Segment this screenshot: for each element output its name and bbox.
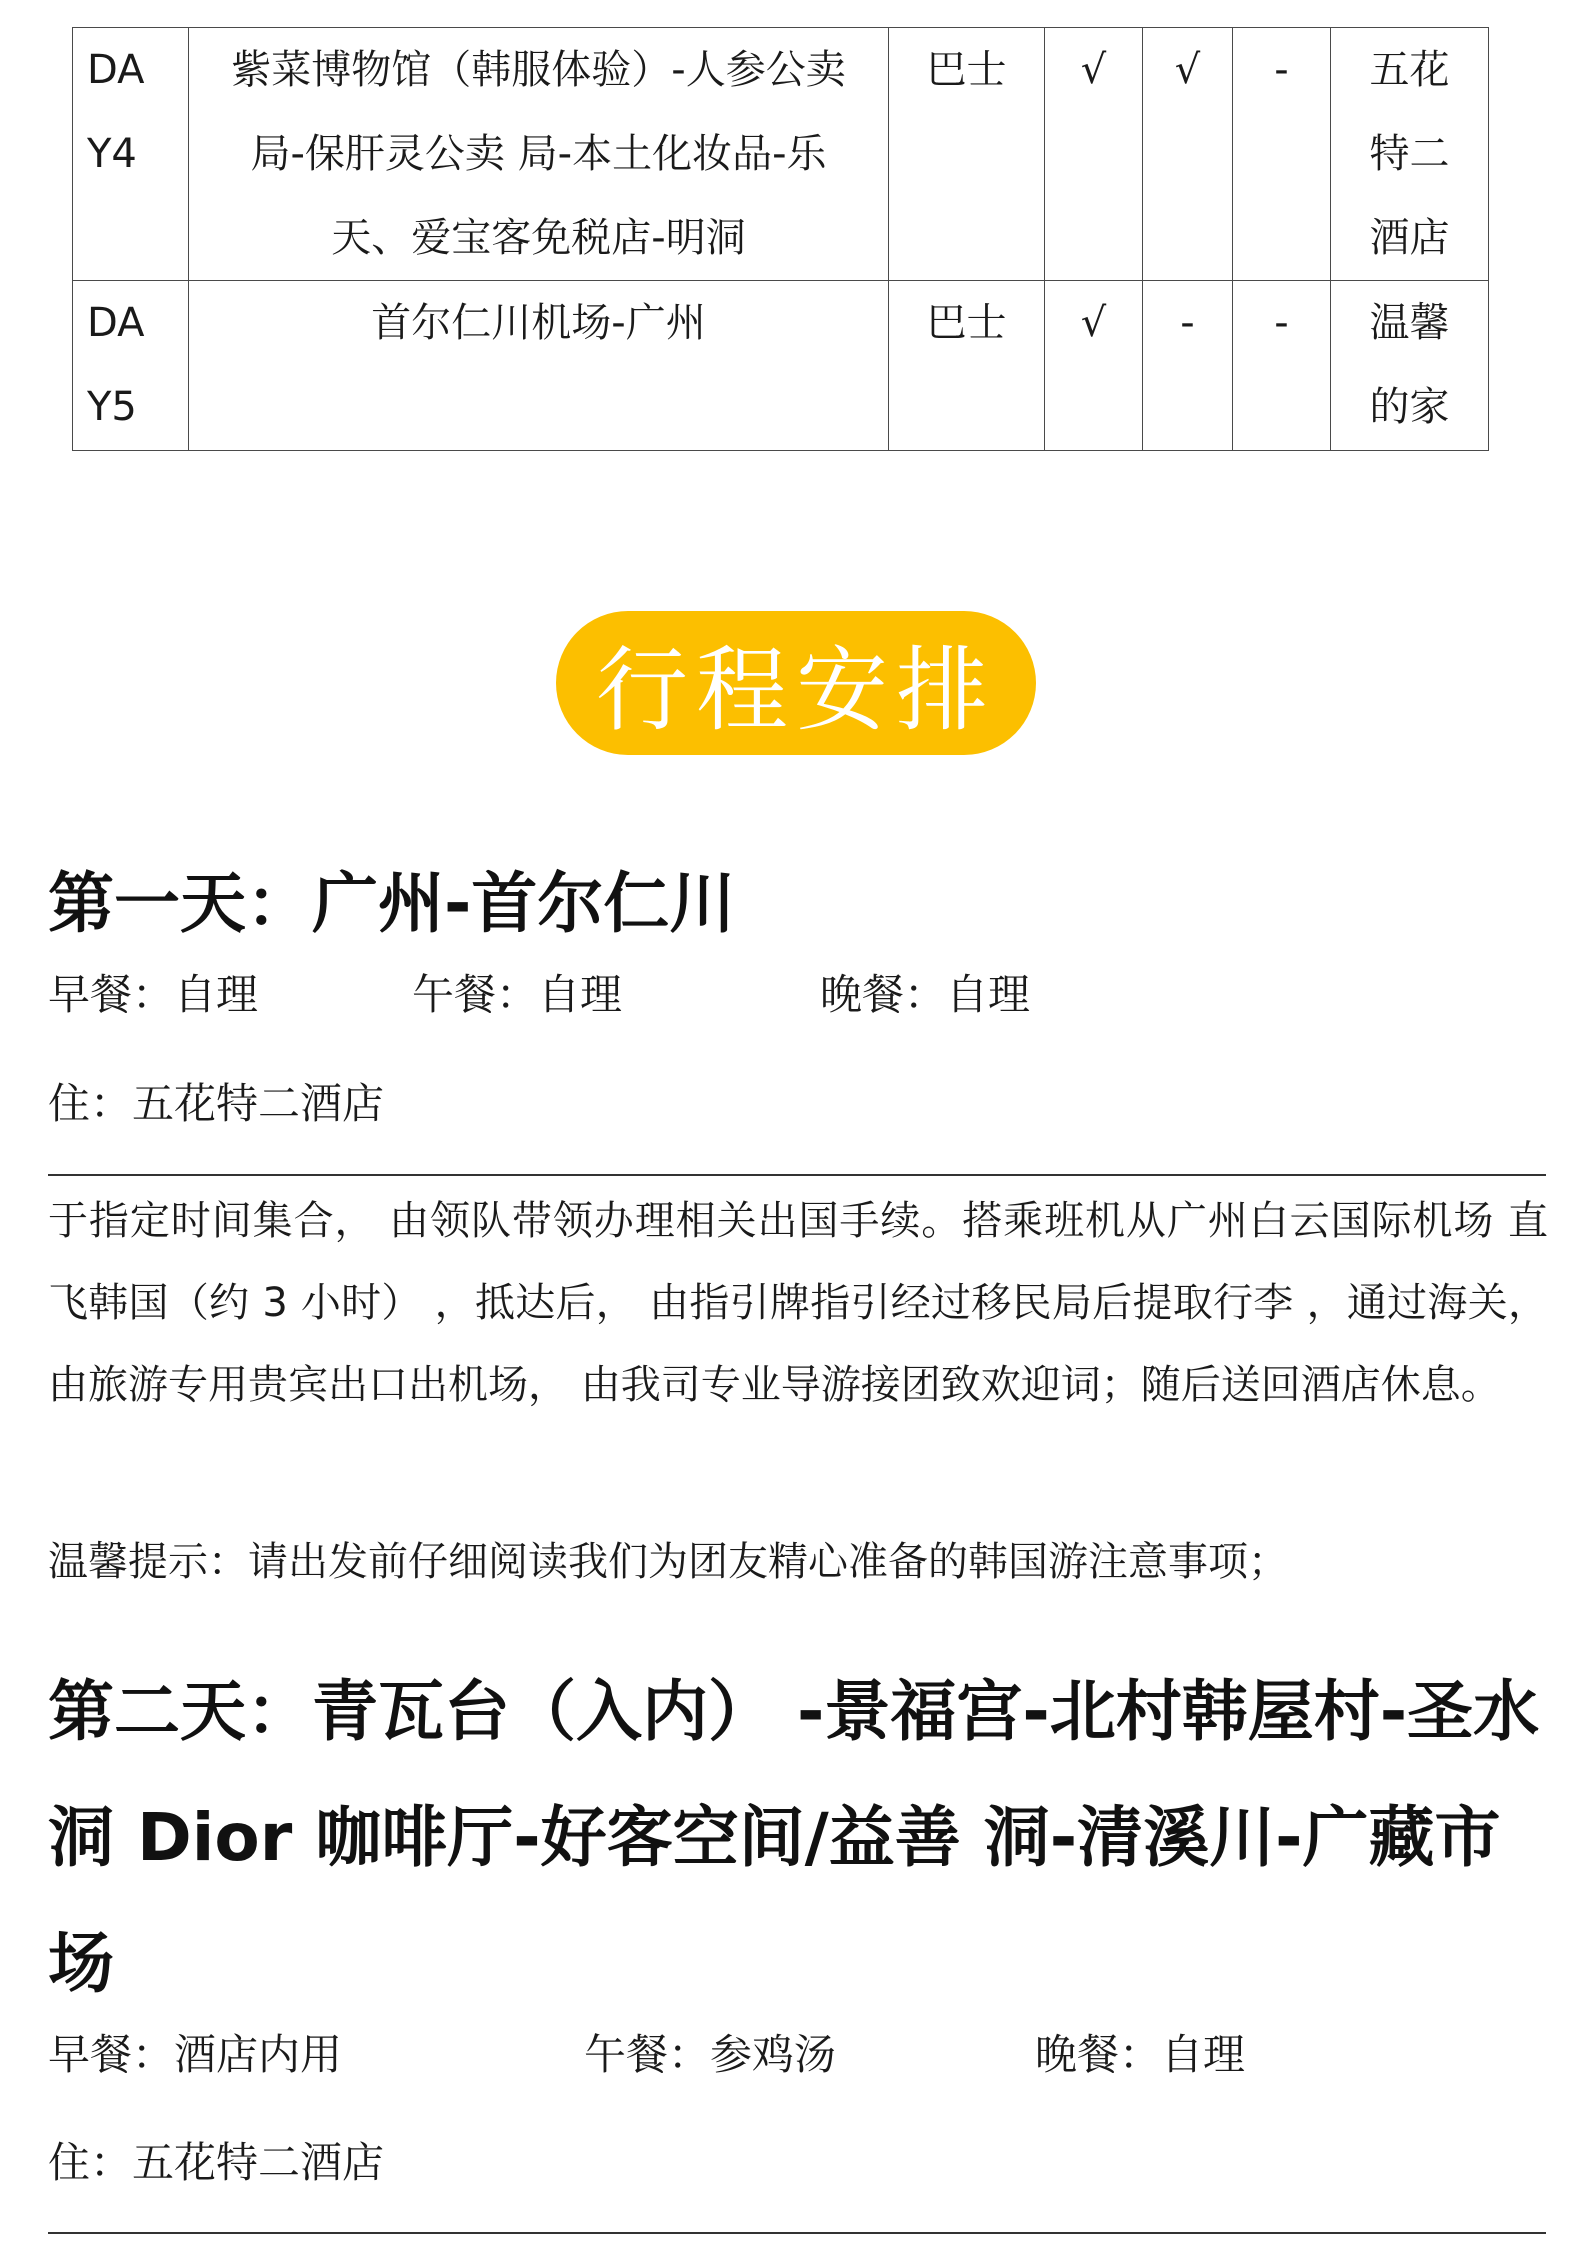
itinerary-table xyxy=(72,27,1489,451)
day2-heading: 第二天：青瓦台（入内） -景福宫-北村韩屋村-圣水 洞 Dior 咖啡厅-好客空间/益善 洞-清溪川-广藏市 场 xyxy=(48,1673,1540,2002)
route-cell: 紫菜博物馆（韩服体验）-人参公卖 局-保肝灵公卖 局-本土化妆品-乐 天、爱宝客免税店-明洞 xyxy=(189,28,889,281)
table-row xyxy=(73,281,1489,451)
day1-breakfast: 早餐：自理 xyxy=(48,970,259,1019)
divider xyxy=(48,1174,1546,1176)
hotel-cell: 温馨 的家 xyxy=(1331,281,1489,451)
day1-accommodation: 住：五花特二酒店 xyxy=(48,1079,385,1128)
day1-heading: 第一天：广州-首尔仁川 xyxy=(48,865,736,942)
hotel-cell: 五花 特二 酒店 xyxy=(1331,28,1489,281)
dinner-cell: - xyxy=(1233,281,1331,451)
breakfast-cell: √ xyxy=(1045,281,1143,451)
day-cell: DA Y4 xyxy=(73,28,189,281)
transport-cell: 巴士 xyxy=(889,281,1045,451)
day1-dinner: 晚餐：自理 xyxy=(820,970,1031,1019)
day1-tip: 温馨提示：请出发前仔细阅读我们为团友精心准备的韩国游注意事项； xyxy=(48,1539,1288,1585)
day1-description: 于指定时间集合， 由领队带领办理相关出国手续。搭乘班机从广州白云国际机场 直飞韩国（约 3 小时） ，抵达后， 由指引牌指引经过移民局后提取行李 ，通过海关， 由旅游专用贵宾出口出机场， 由我司专业导游接团致欢迎词；随后送回酒店休息。 xyxy=(48,1198,1548,1408)
day2-breakfast: 早餐：酒店内用 xyxy=(48,2030,343,2079)
breakfast-cell: √ xyxy=(1045,28,1143,281)
section-title-badge xyxy=(556,611,1036,755)
day2-dinner: 晚餐：自理 xyxy=(1035,2030,1246,2079)
lunch-cell: √ xyxy=(1143,28,1233,281)
table-row xyxy=(73,28,1489,281)
section-title: 行程安排 xyxy=(595,637,996,744)
transport-cell: 巴士 xyxy=(889,28,1045,281)
dinner-cell: - xyxy=(1233,28,1331,281)
day2-accommodation: 住：五花特二酒店 xyxy=(48,2138,385,2187)
route-cell: 首尔仁川机场-广州 xyxy=(189,281,889,451)
divider xyxy=(48,2232,1546,2234)
lunch-cell: - xyxy=(1143,281,1233,451)
day2-lunch: 午餐：参鸡汤 xyxy=(584,2030,837,2079)
day-cell: DA Y5 xyxy=(73,281,189,451)
day1-lunch: 午餐：自理 xyxy=(412,970,623,1019)
